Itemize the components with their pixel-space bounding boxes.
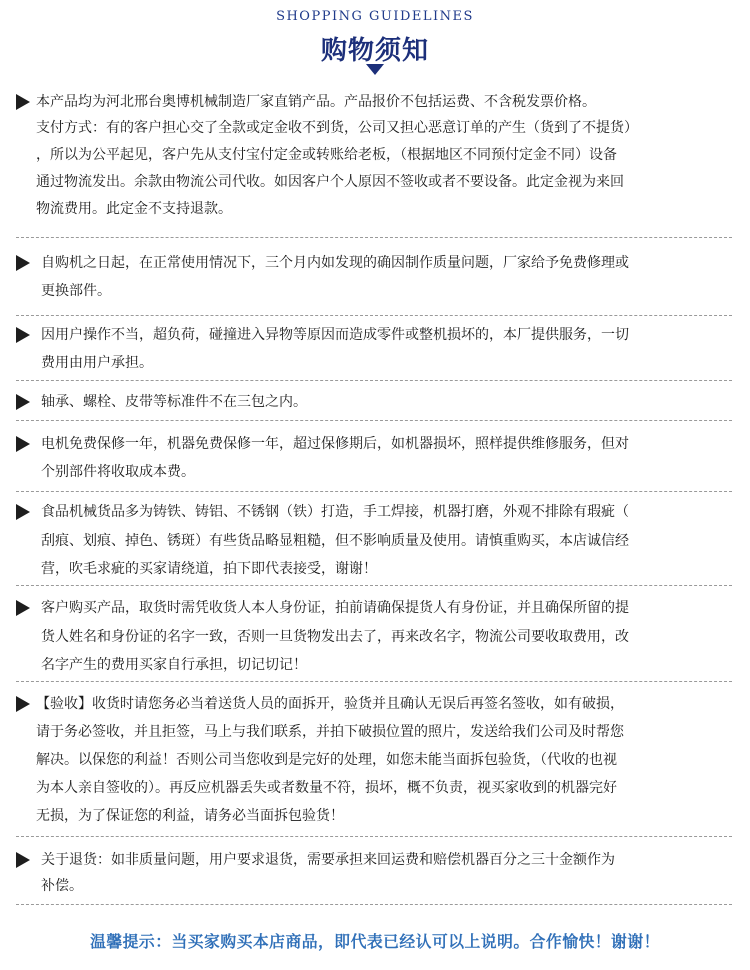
- dashed-divider: [16, 681, 732, 682]
- section-text-line: 轴承、螺栓、皮带等标准件不在三包之内。: [41, 394, 307, 410]
- section-text-line: 请于务必签收，并且拒签，马上与我们联系，并拍下破损位置的照片，发送给我们公司及时帮您: [36, 724, 624, 740]
- notice-section-8: [16, 694, 736, 824]
- notice-section-7: [16, 598, 736, 674]
- section-text-line: 无损，为了保证您的利益，请务必当面拆包验货！: [36, 808, 344, 824]
- bullet-arrow-icon: [16, 255, 30, 271]
- page-header: [0, 0, 750, 80]
- section-text-line: 本产品均为河北邢台奥博机械制造厂家直销产品。产品报价不包括运费、不含税发票价格。: [36, 94, 596, 110]
- section-text-line: 物流费用。此定金不支持退款。: [36, 201, 232, 217]
- dashed-divider: [16, 904, 732, 905]
- notice-section-6: [16, 502, 736, 578]
- section-text-line: 费用由用户承担。: [41, 355, 153, 371]
- bullet-arrow-icon: [16, 852, 30, 868]
- bullet-arrow-icon: [16, 394, 30, 410]
- section-text-line: 为本人亲自签收的）。再反应机器丢失或者数量不符，损坏，概不负责，视买家收到的机器完好: [36, 780, 617, 796]
- header-title-en: SHOPPING GUIDELINES: [276, 9, 474, 24]
- dashed-divider: [16, 585, 732, 586]
- section-text-line: 支付方式：有的客户担心交了全款或定金收不到货，公司又担心恶意订单的产生（货到了不提货）: [36, 120, 638, 136]
- section-text-line: 食品机械货品多为铸铁、铸铝、不锈钢（铁）打造，手工焊接，机器打磨，外观不排除有瑕疵（: [41, 504, 629, 520]
- section-text-line: 电机免费保修一年，机器免费保修一年，超过保修期后，如机器损坏，照样提供维修服务，但对: [41, 436, 629, 452]
- section-text-line: 货人姓名和身份证的名字一致，否则一旦货物发出去了，再来改名字，物流公司要收取费用，改: [41, 629, 629, 645]
- dashed-divider: [16, 237, 732, 238]
- notice-section-5: [16, 434, 736, 484]
- section-text-line: 自购机之日起，在正常使用情况下，三个月内如发现的确因制作质量问题，厂家给予免费修理或: [41, 255, 629, 271]
- footer-notice: 温馨提示：当买家购买本店商品，即代表已经认可以上说明。合作愉快！谢谢！: [90, 932, 660, 951]
- notice-section-4: [16, 393, 736, 415]
- section-text-line: 因用户操作不当，超负荷，碰撞进入异物等原因而造成零件或整机损坏的，本厂提供服务，一切: [41, 327, 629, 343]
- notice-section-1: [16, 92, 736, 222]
- dashed-divider: [16, 836, 732, 837]
- bullet-arrow-icon: [16, 327, 30, 343]
- section-text-line: 个别部件将收取成本费。: [41, 464, 195, 480]
- section-text-line: 【验收】收货时请您务必当着送货人员的面拆开，验货并且确认无误后再签名签收，如有破损，: [36, 696, 624, 712]
- section-text-line: 解决。以保您的利益！否则公司当您收到是完好的处理，如您未能当面拆包验货，（代收的也视: [36, 752, 617, 768]
- notice-section-9: [16, 850, 736, 900]
- dashed-divider: [16, 315, 732, 316]
- bullet-arrow-icon: [16, 600, 30, 616]
- section-text-line: ，所以为公平起见，客户先从支付宝付定金或转账给老板，（根据地区不同预付定金不同）设备: [36, 147, 617, 163]
- section-text-line: 名字产生的费用买家自行承担，切记切记！: [41, 657, 307, 673]
- section-text-line: 营，吹毛求疵的买家请绕道，拍下即代表接受，谢谢！: [41, 561, 377, 577]
- bullet-arrow-icon: [16, 94, 30, 110]
- bullet-arrow-icon: [16, 504, 30, 520]
- notice-section-3: [16, 325, 736, 375]
- section-text-line: 关于退货：如非质量问题，用户要求退货，需要承担来回运费和赔偿机器百分之三十金额作为: [41, 852, 615, 868]
- dashed-divider: [16, 380, 732, 381]
- bullet-arrow-icon: [16, 696, 30, 712]
- dashed-divider: [16, 491, 732, 492]
- dashed-divider: [16, 420, 732, 421]
- header-title-cn: 购物须知: [320, 36, 429, 66]
- section-text-line: 补偿。: [41, 878, 83, 894]
- section-text-line: 刮痕、划痕、掉色、锈斑）有些货品略显粗糙，但不影响质量及使用。请慎重购买，本店诚信经: [41, 533, 629, 549]
- section-text-line: 客户购买产品，取货时需凭收货人本人身份证，拍前请确保提货人有身份证，并且确保所留的提: [41, 600, 629, 616]
- header-down-arrow-icon: [366, 64, 384, 75]
- bullet-arrow-icon: [16, 436, 30, 452]
- section-text-line: 更换部件。: [41, 283, 111, 299]
- notice-section-2: [16, 253, 736, 303]
- section-text-line: 通过物流发出。余款由物流公司代收。如因客户个人原因不签收或者不要设备。此定金视为来回: [36, 174, 624, 190]
